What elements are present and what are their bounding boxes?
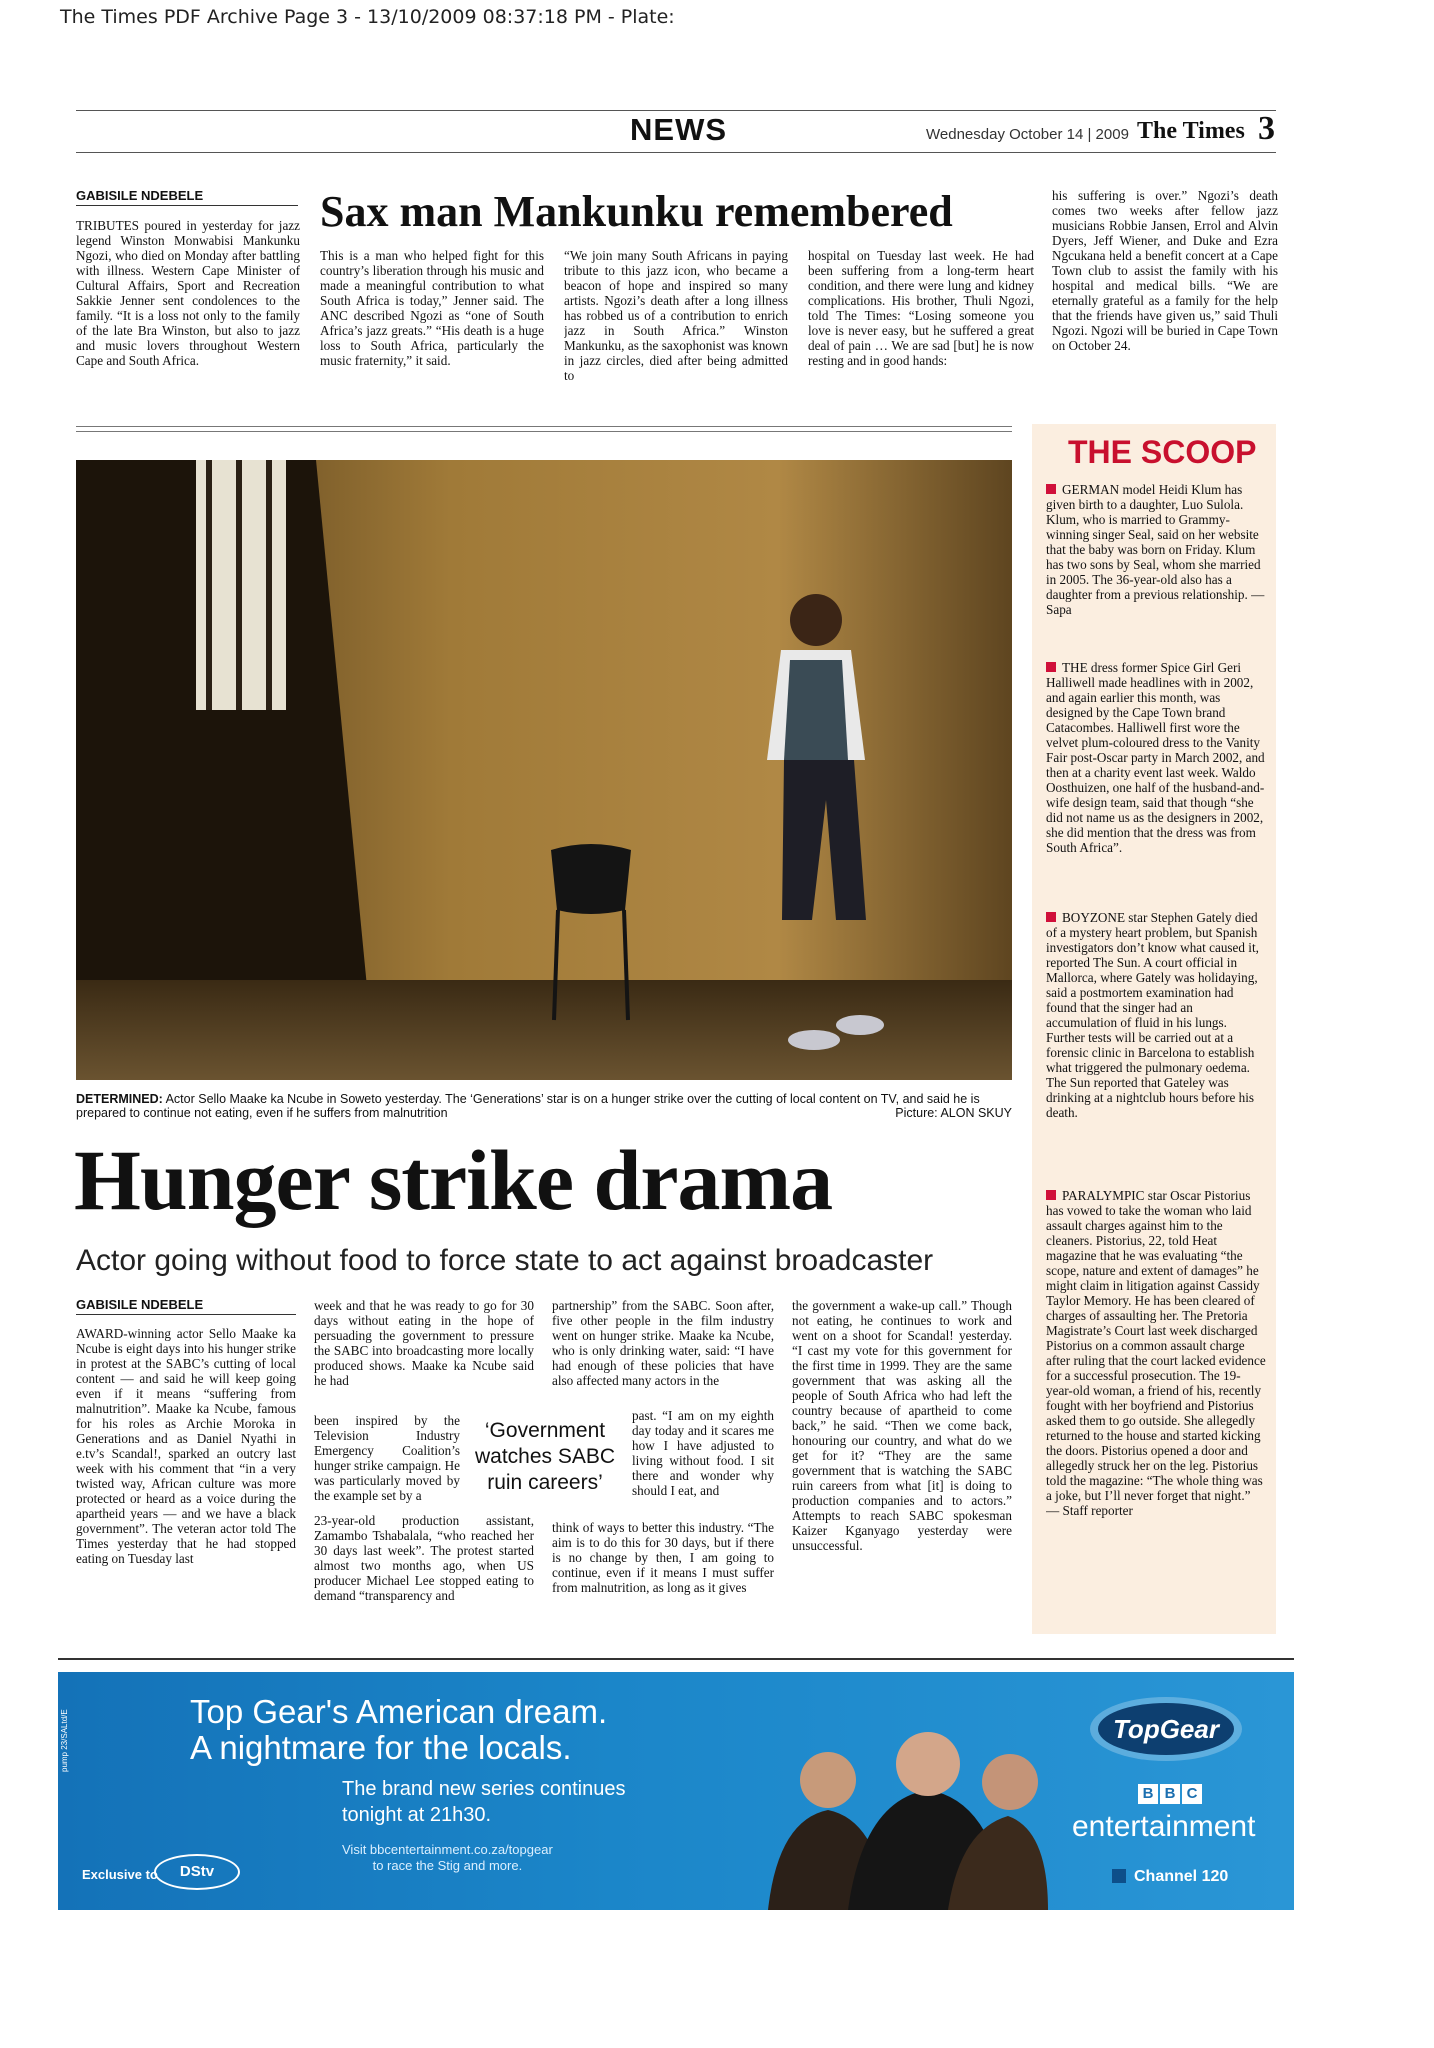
scoop-item-gately — [1046, 910, 1266, 1186]
topgear-logo-text: TopGear — [1113, 1714, 1219, 1744]
story2-column-2-top: week and that he was ready to go for 30 days without eating in the hope of persuading the government to pressure the SABC into broadcasting more locally produced shows. Maake ka Ncube said he had — [314, 1298, 534, 1388]
story1-column-4: hospital on Tuesday last week. He had been suffering from a long-term heart condition, and there were lung and kidney complications. His brother, Thuli Ngozi, told The Times: “Losing someone you love is never easy, but he suffered a great deal of pain … We are sad [but] he is now resting and in good hands: — [808, 248, 1034, 368]
square-bullet-icon — [1046, 1190, 1056, 1200]
bbc-logo — [1138, 1784, 1204, 1804]
photo-caption — [76, 1092, 1012, 1120]
story1-headline: Sax man Mankunku remembered — [320, 187, 953, 236]
section-title: NEWS — [630, 112, 727, 147]
story2-subheadline: Actor going without food to force state to act against broadcaster — [76, 1244, 934, 1277]
newspaper-brand: The Times — [1137, 118, 1245, 144]
ad-subline — [342, 1776, 626, 1828]
ad-exclusive-label: Exclusive to — [82, 1867, 158, 1882]
bbc-entertainment-label: entertainment — [1072, 1810, 1256, 1843]
scoop-item-text: BOYZONE star Stephen Gately died of a mystery heart problem, but Spanish investigators don’t know what caused it, reported The Sun. A court official in Mallorca, where Gately was holidaying, said a postmortem examination had found that the singer had an accumulation of fluid in his lungs. Further tests will be carried out at a forensic clinic in Barcelona to establish what triggered the pulmonary oedema. The Sun reported that Gateley was drinking at a nightclub hours before his death. — [1046, 910, 1259, 1120]
story2-column-4: the government a wake-up call.” Though not eating, he continues to work and went on a shoot for Scandal! yesterday. “I cast my vote for this government for the first time in 1999. They are the same government that was asking all the people of South Africa who had left the country because of apartheid to come back,” he said. “Then we come back, honouring our country, and what do we get for it? “They are the same government that is watching the SABC ruin careers from what [it] is doing to production companies and to actors.” Attempts to reach SABC spokesman Kaizer Kganyago yesterday were unsuccessful. — [792, 1298, 1012, 1553]
archive-header: The Times PDF Archive Page 3 - 13/10/2009 08:37:18 PM - Plate: — [60, 6, 675, 28]
square-bullet-icon — [1046, 662, 1056, 672]
scoop-sidebar — [1032, 424, 1276, 1634]
ad-divider — [58, 1658, 1294, 1660]
topgear-logo — [1086, 1692, 1246, 1766]
presenters-photo — [748, 1672, 1048, 1910]
ad-headline-line1: Top Gear's American dream. — [190, 1693, 608, 1730]
story2-column-3-middle: past. “I am on my eighth day today and it scares me how I have adjusted to living without food. I sit there and wonder why should I eat, and — [632, 1408, 774, 1498]
bbc-letter: B — [1160, 1784, 1180, 1804]
scoop-item-text: THE dress former Spice Girl Geri Halliwell made headlines with in 2002, and again earlier this month, was designed by the Cape Town brand Catacombes. Halliwell first wore the velvet plum-coloured dress to the Vanity Fair post-Oscar party in March 2002, and then at a charity event last week. Waldo Oosthuizen, one half of the husband-and-wife design team, said that though “she did not name us as the designers in 2002, she did mention that the dress was from South Africa”. — [1046, 660, 1265, 855]
scoop-item-halliwell — [1046, 660, 1266, 906]
photo-credit: Picture: ALON SKUY — [895, 1106, 1012, 1120]
story1-column-5: his suffering is over.” Ngozi’s death comes two weeks after fellow jazz musicians Robbie Jansen, Errol and Alvin Dyers, Jeff Wiener, and Duke and Ezra Ngcukana held a benefit concert at a Cape Town club to assist the family with his hospital and medical bills. “We are eternally grateful as a family for the help that the friends have given us,” said Thuli Ngozi. Ngozi will be buried in Cape Town on October 24. — [1052, 188, 1278, 353]
story2-headline: Hunger strike drama — [74, 1132, 833, 1228]
story2-column-2-middle: been inspired by the Television Industry Emergency Coalition’s hunger strike campaign. He was particularly moved by the example set by a — [314, 1413, 460, 1503]
story-divider — [76, 431, 1012, 432]
scoop-item-klum — [1046, 482, 1266, 656]
scoop-item-pistorius — [1046, 1188, 1266, 1628]
ad-url-line2: to race the Stig and more. — [372, 1858, 523, 1873]
ad-headline — [190, 1694, 607, 1766]
dstv-logo: DStv — [154, 1854, 240, 1890]
scoop-item-text: PARALYMPIC star Oscar Pistorius has vowed to take the woman who laid assault charges against him to the cleaners. Pistorius, 22, told Heat magazine that he was evaluating “the scope, nature and extent of damages” he might claim in litigation against Cassidy Taylor Memory. He has been cleared of charges of assaulting her. The Pretoria Magistrate’s Court last week discharged Pistorius on a common assault charge after ruling that the court lacked evidence for a successful prosecution. The 19-year-old woman, a friend of his, recently fought with her boyfriend and Pistorius asked them to go outside. She allegedly returned to the house and started kicking the doors. Pistorius opened a door and allegedly struck her on the leg. Pistorius told the magazine: “The whole thing was a joke, but I’ll never forget that night.” — Staff reporter — [1046, 1188, 1266, 1518]
ad-headline-line2: A nightmare for the locals. — [190, 1729, 572, 1766]
scoop-title: THE SCOOP — [1068, 434, 1257, 470]
channel-label — [1112, 1868, 1228, 1886]
story1-column-2: This is a man who helped fight for this country’s liberation through his music and made a meaningful contribution to what South Africa is today,” Jenner said. The ANC described Ngozi as “one of South Africa’s jazz greats.” “His death is a huge loss to South Africa, particularly the music fraternity,” it said. — [320, 248, 544, 368]
story1-byline: GABISILE NDEBELE — [76, 188, 298, 206]
story2-byline: GABISILE NDEBELE — [76, 1297, 296, 1315]
story1-column-3: “We join many South Africans in paying tribute to this jazz icon, who became a beacon of hope and inspired so many artists. Ngozi’s death after a long illness has robbed us of a contribution to enrich jazz in South Africa.” Winston Mankunku, as the saxophonist was known in jazz circles, died after being admitted to — [564, 248, 788, 383]
channel-square-icon — [1112, 1869, 1126, 1883]
bbc-letter: C — [1182, 1784, 1202, 1804]
square-bullet-icon — [1046, 912, 1056, 922]
story2-column-2-bottom: 23-year-old production assistant, Zamambo Tshabalala, “who reached her 30 days last week”. The protest started almost two months ago, when US producer Michael Lee stopped eating to demand “transparency and — [314, 1513, 534, 1603]
ad-url[interactable] — [342, 1842, 553, 1874]
ad-subline-line1: The brand new series continues — [342, 1778, 626, 1800]
bbc-letter: B — [1138, 1784, 1158, 1804]
channel-text: Channel 120 — [1134, 1868, 1229, 1885]
story2-column-3-bottom: think of ways to better this industry. “The aim is to do this for 30 days, but if there is no change by then, I am going to continue, even if it means I must suffer from malnutrition, as long as it gives — [552, 1520, 774, 1595]
photo-illustration — [76, 460, 1012, 1080]
page-number: 3 — [1258, 110, 1275, 147]
caption-text: Actor Sello Maake ka Ncube in Soweto yesterday. The ‘Generations’ star is on a hunger strike over the cutting of local content on TV, and said he is prepared to continue not eating, even if he suffers from malnutrition — [76, 1092, 980, 1120]
story1-column-1: TRIBUTES poured in yesterday for jazz legend Winston Monwabisi Mankunku Ngozi, who died on Monday after battling with illness. Western Cape Minister of Cultural Affairs, Sport and Recreation Sakkie Jenner sent condolences to the family. “It is a loss not only to the family of the late Bra Winston, but also to jazz and music lovers throughout Western Cape and South Africa. — [76, 218, 300, 368]
ad-url-line1: Visit bbcentertainment.co.za/topgear — [342, 1842, 553, 1857]
masthead-divider — [76, 152, 1276, 153]
news-photo — [76, 460, 1012, 1080]
square-bullet-icon — [1046, 484, 1056, 494]
story-divider — [76, 426, 1012, 427]
story2-column-1: AWARD-winning actor Sello Maake ka Ncube is eight days into his hunger strike in protest at the SABC’s cutting of local content — and said he will keep going even if it means “suffering from malnutrition”. Maake ka Ncube, famous for his roles as Archie Moroka in Generations and as Daniel Nyathi in e.tv’s Scandal!, sparked an outcry last week with his comment that “in a very twisted way, African culture was more protected or heard as a voice during the apartheid years — and we have a black government”. The veteran actor told The Times yesterday that he had stopped eating on Tuesday last — [76, 1326, 296, 1566]
scoop-item-text: GERMAN model Heidi Klum has given birth to a daughter, Luo Sulola. Klum, who is married to Grammy-winning singer Seal, said on her website that the baby was born on Friday. Klum has two sons by Seal, whom she married in 2005. The 36-year-old also has a daughter from a previous relationship. — Sapa — [1046, 482, 1265, 617]
masthead-rule — [76, 110, 1276, 111]
topgear-advertisement[interactable] — [58, 1672, 1294, 1910]
ad-subline-line2: tonight at 21h30. — [342, 1804, 492, 1826]
caption-lead: DETERMINED: — [76, 1092, 163, 1106]
ad-code: pump 23/SALtd/E — [60, 1709, 69, 1772]
pull-quote: ‘Government watches SABC ruin careers’ — [474, 1419, 616, 1494]
dateline: Wednesday October 14 | 2009 — [926, 126, 1129, 143]
story2-column-3-top: partnership” from the SABC. Soon after, five other people in the film industry went on hunger strike. Maake ka Ncube, who is only drinking water, said: “I have had enough of these policies that have also affected many actors in the — [552, 1298, 774, 1388]
